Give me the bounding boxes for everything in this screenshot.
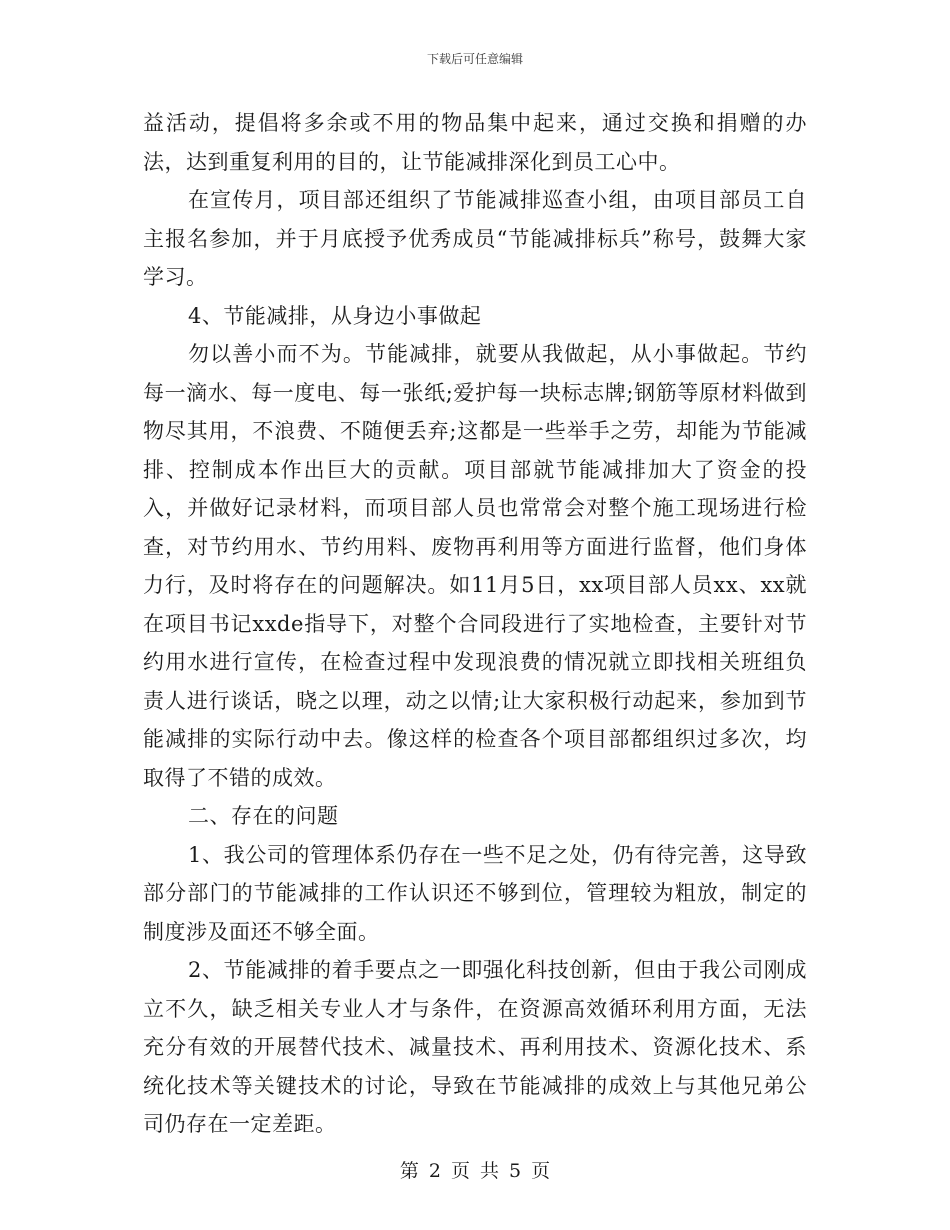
section-heading-small-things: 4、节能减排，从身边小事做起: [188, 303, 482, 328]
page-header: 下载后可任意编辑: [426, 52, 523, 66]
paragraph-continuation: 益活动，提倡将多余或不用的物品集中起来，通过交换和捐赠的办法，达到重复利用的目的，让节能减排深化到员工心中。: [143, 111, 807, 174]
section-heading-problems: 二、存在的问题: [188, 804, 339, 828]
document-body: [143, 104, 807, 1144]
paragraph-small-things: 勿以善小而不为。节能减排，就要从我做起，从小事做起。节约每一滴水、每一度电、每一张纸;爱护每一块标志牌;钢筋等原材料做到物尽其用，不浪费、不随便丢弃;这都是一些举手之劳，却能为节能减排、控制成本作出巨大的贡献。项目部就节能减排加大了资金的投入，并做好记录材料，而项目部人员也常常会对整个施工现场进行检查，对节约用水、节约用料、废物再利用等方面进行监督，他们身体力行，及时将存在的问题解决。如11月5日，xx项目部人员xx、xx就在项目书记xxde指导下，对整个合同段进行了实地检查，主要针对节约用水进行宣传，在检查过程中发现浪费的情况就立即找相关班组负责人进行谈话，晓之以理，动之以情;让大家积极行动起来，参加到节能减排的实际行动中去。像这样的检查各个项目部都组织过多次，均取得了不错的成效。: [143, 342, 807, 790]
paragraph-inspection-team: 在宣传月，项目部还组织了节能减排巡查小组，由项目部员工自主报名参加，并于月底授予优秀成员“节能减排标兵”称号，鼓舞大家学习。: [143, 188, 807, 289]
page-number-footer: 第 2 页 共 5 页: [399, 1160, 551, 1182]
paragraph-problem-2: 2、节能减排的着手要点之一即强化科技创新，但由于我公司刚成立不久，缺乏相关专业人才与条件，在资源高效循环利用方面，无法充分有效的开展替代技术、减量技术、再利用技术、资源化技术、系统化技术等关键技术的讨论，导致在节能减排的成效上与其他兄弟公司仍存在一定差距。: [143, 958, 807, 1136]
paragraph-problem-1: 1、我公司的管理体系仍存在一些不足之处，仍有待完善，这导致部分部门的节能减排的工作认识还不够到位，管理较为粗放，制定的制度涉及面还不够全面。: [143, 842, 807, 944]
